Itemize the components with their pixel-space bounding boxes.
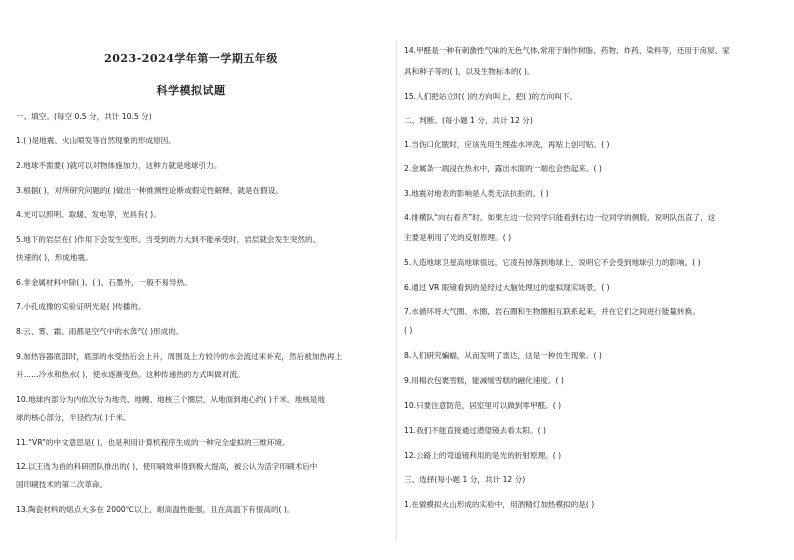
judge-6: 6.通过 VR 眼镜看到的是经过大脑处理过的虚拟现实场景。( ): [404, 283, 610, 292]
left-column: [0, 0, 382, 560]
question-3: 3.根据( )，对所研究问题的( )做出一种推测性论断或假定性解释，就是在假设。: [16, 186, 283, 195]
section-fill-in-heading: 一、填空。(每空 0.5 分，共计 10.5 分): [16, 112, 152, 121]
question-13: 13.陶瓷材料的熔点大多在 2000℃以上，耐高温性能强，且在高温下有很高的( )。: [16, 505, 295, 514]
question-10-line-2: 球的核心部分，半径约为( )千米。: [16, 413, 131, 422]
judge-11: 11.我们不能直接通过潜望镜去看太阳。( ): [404, 426, 546, 435]
judge-12: 12.公路上的弯道镜利用的是光的折射原理。( ): [404, 451, 562, 460]
question-11: 11.“VR”的中文意思是( )，也是利用计算机程序生成的一种完全虚拟的三维环境。: [16, 438, 290, 447]
question-4: 4.光可以照明、取暖、发电等，光具有( )。: [16, 210, 161, 219]
question-5-line-1: 5.地下的岩层在( )作用下会发生变形。当受到的力大到不能承受时，岩层就会发生突然的、: [16, 235, 321, 244]
judge-3: 3.地震对地表的影响是人类无法抗拒的。( ): [404, 189, 549, 198]
judge-7-line-1: 7.水循环将大气圈、水圈、岩石圈和生物圈相互联系起来，并在它们之间进行能量转换。: [404, 307, 700, 316]
question-15: 15.人们把站立时( )的方向叫上，把( )的方向叫下。: [404, 92, 578, 101]
judge-10: 10.只要注意防范，居室里可以做到零甲醛。( ): [404, 401, 562, 410]
question-12-line-1: 12.以王选为首的科研团队推出的( )，使印刷效率得到极大提高，被公认为活字印刷术后中: [16, 462, 318, 471]
judge-1: 1.当伤口化脓时，应该先用生理盐水冲洗，再贴上创可贴。( ): [404, 140, 610, 149]
question-9-line-1: 9.加热容器底部时，底部的水受热后会上升，周围及上方较冷的水会流过来补充，然后被加热再上: [16, 352, 343, 361]
question-9-line-2: 升……冷水和热水( )，使水逐渐变热。这种传递热的方式叫做对流。: [16, 370, 245, 379]
question-1: 1.( )是地震、火山喷发等自然现象的形成原因。: [16, 136, 176, 145]
question-7: 7.小孔成像的实验证明光是( )传播的。: [16, 302, 146, 311]
exam-subtitle: 科学模拟试题: [156, 84, 226, 97]
question-6: 6.非金属材料中除( )、( )、石墨外，一般不易导热。: [16, 278, 192, 287]
question-8: 8.云、雾、霜、雨都是空气中的水蒸气( )形成的。: [16, 327, 184, 336]
question-12-line-2: 国印刷技术的第二次革命。: [16, 480, 108, 489]
judge-7-line-2: ( ): [404, 326, 413, 335]
judge-8: 8.人们研究蝙蝠，从而发明了雷达，这是一种仿生现象。( ): [404, 351, 602, 360]
question-10-line-1: 10.地球内部分为内依次分为地壳、地幔、地核三个圈层，从地面到地心约( )千米。地核是地: [16, 395, 325, 404]
choice-1: 1.在做模拟火山形成的实验中，用酒精灯加热模拟的是( ): [404, 500, 595, 509]
judge-2: 2.金属条一端浸在热水中，露出水面的一端也会热起来。( ): [404, 164, 602, 173]
exam-title: 2023-2024学年第一学期五年级: [104, 52, 278, 65]
question-5-line-2: 快速的( )，形成地震。: [16, 253, 93, 262]
right-column: [404, 0, 784, 560]
section-true-false-heading: 二、判断。(每小题 1 分，共计 12 分): [404, 116, 533, 125]
question-14-line-2: 具和种子等的( )，以及生物标本的( )。: [404, 67, 535, 76]
judge-4-line-2: 主要是利用了光的反射原理。( ): [404, 233, 512, 242]
column-divider: [396, 40, 397, 540]
question-14-line-1: 14.甲醛是一种有刺激性气味的无色气体,常用于制作树脂、药物、炸药、染料等，还用于房屋、家: [404, 46, 730, 55]
question-2: 2.地球不需要( )就可以对物体施加力，这种力就是地球引力。: [16, 161, 222, 170]
judge-9: 9.用棉衣包裹雪糕，能减缓雪糕的融化速度。( ): [404, 376, 564, 385]
judge-5: 5.人造地球卫星高地球很远，它凌有掉落到地球上，说明它不会受到地球引力的影响。( ): [404, 258, 701, 267]
judge-4-line-1: 4.排横队“向右看齐”时，如果左边一位同学只能看到右边一位同学的侧脸，说明队伍直了，这: [404, 213, 716, 222]
section-choice-heading: 三、选择(每小题 1 分，共计 12 分): [404, 475, 526, 484]
